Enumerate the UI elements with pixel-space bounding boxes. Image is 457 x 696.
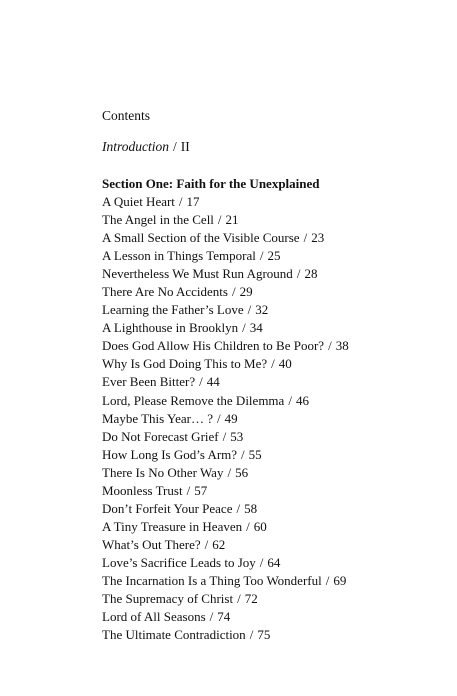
toc-separator: /: [222, 428, 227, 444]
toc-entry-title: A Lesson in Things Temporal: [102, 248, 256, 264]
toc-separator: /: [328, 338, 332, 354]
toc-separator: /: [173, 139, 177, 154]
toc-separator: /: [199, 374, 203, 390]
toc-entry-title: Moonless Trust: [102, 482, 183, 498]
toc-separator: /: [237, 591, 241, 607]
toc-entry: [102, 337, 442, 355]
toc-entry-title: A Quiet Heart: [102, 194, 175, 209]
toc-entry-title: The Incarnation Is a Thing Too Wonderful: [102, 572, 322, 588]
toc-list: [102, 193, 442, 644]
toc-entry-page: 72: [244, 591, 258, 607]
toc-entry: [102, 319, 442, 337]
toc-separator: /: [259, 554, 264, 570]
toc-entry-title: There Is No Other Way: [102, 464, 224, 480]
toc-entry: [102, 355, 442, 373]
toc-entry: [102, 446, 442, 464]
toc-entry: [102, 428, 442, 446]
toc-entry-title: Ever Been Bitter?: [102, 374, 196, 390]
toc-separator: /: [216, 410, 221, 426]
toc-entry-page: 34: [249, 320, 263, 336]
toc-entry-title: What’s Out There?: [102, 536, 201, 552]
toc-entry-page: 64: [267, 554, 281, 570]
toc-separator: /: [241, 446, 245, 462]
toc-separator: /: [209, 609, 214, 625]
toc-separator: /: [242, 320, 246, 336]
section-title: Section One: Faith for the Unexplained: [102, 176, 320, 191]
toc-entry-page: 17: [186, 194, 200, 209]
toc-entry-page: 32: [255, 302, 269, 318]
toc-entry: [102, 301, 442, 319]
toc-entry: [102, 410, 442, 428]
toc-separator: /: [296, 266, 301, 282]
toc-entry-page: 21: [225, 212, 239, 228]
toc-entry-page: 40: [278, 356, 292, 372]
toc-separator: /: [246, 518, 250, 534]
toc-entry-page: 53: [230, 428, 244, 444]
toc-entry: [102, 482, 442, 500]
toc-entry-title: Introduction: [102, 139, 169, 154]
toc-introduction: [102, 138, 190, 156]
toc-entry: [102, 626, 442, 644]
toc-entry-title: The Angel in the Cell: [102, 212, 214, 228]
toc-entry: [102, 265, 442, 283]
toc-separator: /: [178, 194, 183, 209]
toc-entry-page: 57: [194, 482, 208, 498]
toc-separator: /: [303, 230, 308, 246]
toc-separator: /: [217, 212, 222, 228]
toc-entry: [102, 500, 442, 518]
toc-entry: [102, 247, 442, 265]
toc-entry-title: Do Not Forecast Grief: [102, 428, 219, 444]
toc-entry-page: 28: [304, 266, 318, 282]
toc-entry: [102, 590, 442, 608]
toc-entry-page: 75: [257, 627, 271, 643]
toc-separator: /: [231, 284, 236, 300]
toc-entry: [102, 392, 442, 410]
toc-entry-page: 25: [267, 248, 281, 264]
toc-entry-title: Maybe This Year… ?: [102, 410, 213, 426]
toc-entry-page: 29: [239, 284, 253, 300]
toc-entry-page: II: [180, 139, 190, 154]
toc-entry: [102, 608, 442, 626]
toc-entry: [102, 373, 442, 391]
toc-entry-title: Why Is God Doing This to Me?: [102, 356, 268, 372]
toc-entry-page: 49: [224, 410, 238, 426]
toc-entry: [102, 464, 442, 482]
toc-entry-title: The Ultimate Contradiction: [102, 627, 246, 643]
toc-entry-page: 46: [295, 392, 309, 408]
toc-entry: [102, 518, 442, 536]
toc-entry: [102, 283, 442, 301]
toc-separator: /: [259, 248, 264, 264]
toc-entry-page: 69: [333, 572, 347, 588]
toc-entry-title: Lord of All Seasons: [102, 609, 206, 625]
toc-entry-page: 58: [244, 500, 258, 516]
toc-entry-title: Love’s Sacrifice Leads to Joy: [102, 554, 256, 570]
toc-entry-page: 62: [212, 536, 226, 552]
toc-entry-title: Nevertheless We Must Run Aground: [102, 266, 293, 282]
toc-separator: /: [227, 464, 232, 480]
toc-entry-page: 60: [253, 518, 267, 534]
toc-separator: /: [236, 500, 241, 516]
toc-entry-title: A Small Section of the Visible Course: [102, 230, 300, 246]
toc-entry: [102, 229, 442, 247]
toc-entry-title: Don’t Forfeit Your Peace: [102, 500, 233, 516]
toc-separator: /: [271, 356, 275, 372]
toc-separator: /: [204, 536, 209, 552]
toc-section-one: [102, 175, 442, 644]
toc-entry-title: There Are No Accidents: [102, 284, 228, 300]
toc-entry-title: A Tiny Treasure in Heaven: [102, 518, 243, 534]
toc-entry-title: A Lighthouse in Brooklyn: [102, 320, 239, 336]
toc-entry-page: 23: [311, 230, 325, 246]
toc-separator: /: [288, 392, 292, 408]
toc-entry: [102, 536, 442, 554]
toc-entry: [102, 211, 442, 229]
toc-entry-page: 44: [206, 374, 220, 390]
toc-entry-title: How Long Is God’s Arm?: [102, 446, 238, 462]
toc-entry-page: 55: [248, 446, 262, 462]
toc-entry-title: Does God Allow His Children to Be Poor?: [102, 338, 325, 354]
toc-separator: /: [325, 572, 330, 588]
toc-entry-page: 56: [235, 464, 249, 480]
toc-entry-title: Learning the Father’s Love: [102, 302, 244, 318]
toc-entry-page: 74: [217, 609, 231, 625]
toc-entry: [102, 554, 442, 572]
toc-entry: [102, 572, 442, 590]
toc-entry-page: 38: [335, 338, 349, 354]
toc-entry-title: Lord, Please Remove the Dilemma: [102, 392, 285, 408]
toc-separator: /: [186, 482, 191, 498]
toc-separator: /: [247, 302, 252, 318]
toc-entry: [102, 193, 442, 211]
toc-separator: /: [249, 627, 254, 643]
page-title: Contents: [102, 108, 151, 123]
toc-entry-title: The Supremacy of Christ: [102, 591, 234, 607]
